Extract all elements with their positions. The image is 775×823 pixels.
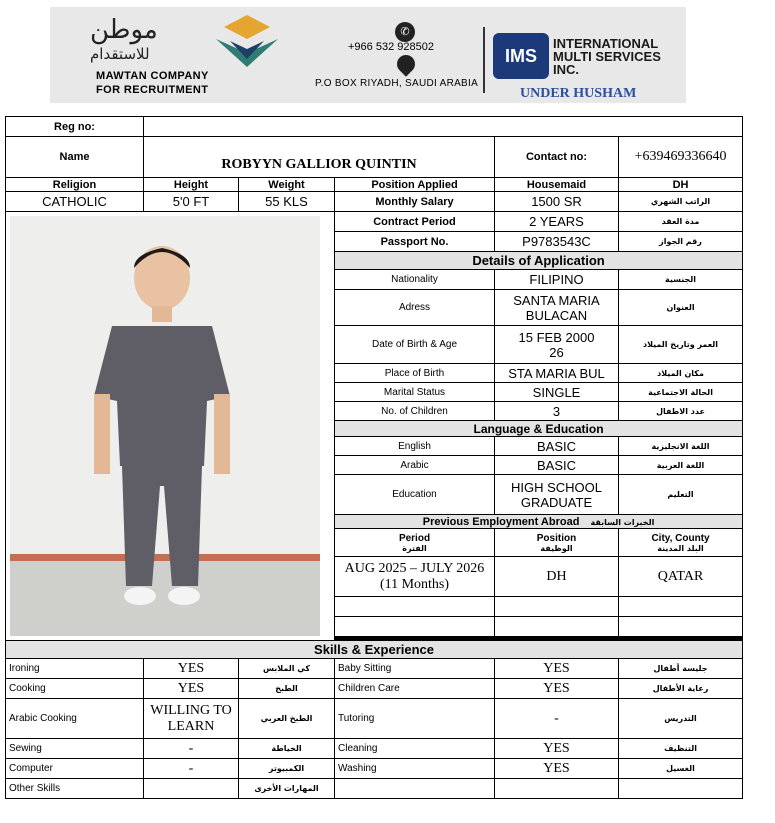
english-label: English	[335, 437, 495, 456]
skill-value: YES	[495, 759, 619, 779]
partner-name: INTERNATIONAL MULTI SERVICES INC.	[553, 36, 661, 77]
employment-empty-cell	[619, 597, 743, 617]
company-english-name: MAWTAN COMPANY FOR RECRUITMENT	[96, 70, 209, 96]
contact-value: +639469336640	[619, 137, 743, 178]
skill-value: -	[144, 739, 239, 759]
position-header: Position الوظيفة	[495, 529, 619, 557]
children-ar: عدد الاطفال	[619, 402, 743, 421]
weight-value: 55 KLS	[239, 192, 335, 212]
skill-value: WILLING TO LEARN	[144, 699, 239, 739]
skill-value: -	[495, 699, 619, 739]
contract-period-ar: مدة العقد	[619, 212, 743, 232]
place-birth-label: Place of Birth	[335, 364, 495, 383]
header-banner	[50, 7, 686, 103]
employment-empty-cell	[495, 597, 619, 617]
skill-name: Ironing	[6, 659, 144, 679]
previous-employment-header: Previous Employment Abroad الخبرات السابقة	[335, 515, 743, 529]
header-divider	[483, 27, 485, 93]
skill-empty-cell	[495, 779, 619, 799]
arabic-value: BASIC	[495, 456, 619, 475]
applicant-figure-icon	[72, 236, 252, 616]
passport-label: Passport No.	[335, 232, 495, 252]
skill-name: Cleaning	[335, 739, 495, 759]
company-arabic-subtitle: للاستقدام	[90, 45, 150, 63]
reg-no-value	[144, 117, 743, 137]
marital-value: SINGLE	[495, 383, 619, 402]
arabic-label: Arabic	[335, 456, 495, 475]
applicant-photo	[10, 216, 320, 636]
skill-value: YES	[495, 679, 619, 699]
skill-empty-cell	[619, 779, 743, 799]
details-header: Details of Application	[335, 252, 743, 270]
contact-label: Contact no:	[495, 137, 619, 178]
contract-period-label: Contract Period	[335, 212, 495, 232]
skill-name: Sewing	[6, 739, 144, 759]
weight-label: Weight	[239, 178, 335, 192]
phone-icon: ✆	[395, 22, 415, 42]
employment-empty-cell	[335, 617, 495, 637]
language-education-header: Language & Education	[335, 421, 743, 437]
photo-cell	[6, 212, 335, 641]
nationality-value: FILIPINO	[495, 270, 619, 290]
skill-name: Cooking	[6, 679, 144, 699]
skill-ar: الغسيل	[619, 759, 743, 779]
skill-ar: جليسة أطفال	[619, 659, 743, 679]
dob-age-label: Date of Birth & Age	[335, 326, 495, 364]
passport-ar: رقم الجواز	[619, 232, 743, 252]
skill-value: YES	[144, 659, 239, 679]
skill-value: YES	[495, 739, 619, 759]
nationality-label: Nationality	[335, 270, 495, 290]
monthly-salary-ar: الراتب الشهري	[619, 192, 743, 212]
skills-header: Skills & Experience	[6, 641, 743, 659]
location-pin-icon	[393, 51, 418, 76]
religion-label: Religion	[6, 178, 144, 192]
salary-value: 1500 SR	[495, 192, 619, 212]
skill-ar: التدريس	[619, 699, 743, 739]
skill-ar: الطبخ	[239, 679, 335, 699]
skill-name: Computer	[6, 759, 144, 779]
application-form	[5, 116, 743, 799]
skill-empty-cell	[335, 779, 495, 799]
reg-no-label: Reg no:	[6, 117, 144, 137]
contract-value: 2 YEARS	[495, 212, 619, 232]
skill-value: YES	[144, 679, 239, 699]
nationality-ar: الجنسية	[619, 270, 743, 290]
skill-ar: المهارات الأخرى	[239, 779, 335, 799]
skill-ar: الكمبيوتر	[239, 759, 335, 779]
applicant-name: ROBYYN GALLIOR QUINTIN	[144, 137, 495, 178]
education-ar: التعليم	[619, 475, 743, 515]
employment-empty-cell	[335, 597, 495, 617]
position-housemaid: Housemaid	[495, 178, 619, 192]
position-code: DH	[619, 178, 743, 192]
employment-city: QATAR	[619, 557, 743, 597]
english-ar: اللغة الانجليزية	[619, 437, 743, 456]
education-label: Education	[335, 475, 495, 515]
skill-name: Children Care	[335, 679, 495, 699]
skill-value	[144, 779, 239, 799]
passport-value: P9783543C	[495, 232, 619, 252]
dob-age-value: 15 FEB 2000 26	[495, 326, 619, 364]
english-value: BASIC	[495, 437, 619, 456]
children-value: 3	[495, 402, 619, 421]
skill-name: Arabic Cooking	[6, 699, 144, 739]
skill-ar: كي الملابس	[239, 659, 335, 679]
ims-logo-icon: IMS	[493, 33, 549, 79]
address-label: Adress	[335, 290, 495, 326]
marital-ar: الحالة الاجتماعية	[619, 383, 743, 402]
employment-empty-cell	[619, 617, 743, 637]
arabic-ar: اللغة العربية	[619, 456, 743, 475]
skill-ar: الخياطة	[239, 739, 335, 759]
employment-period: AUG 2025 – JULY 2026 (11 Months)	[335, 557, 495, 597]
skill-value: YES	[495, 659, 619, 679]
skill-name: Tutoring	[335, 699, 495, 739]
employment-empty-cell	[495, 617, 619, 637]
company-phone: +966 532 928502	[348, 41, 434, 53]
employment-position: DH	[495, 557, 619, 597]
city-county-header: City, County البلد المدينة	[619, 529, 743, 557]
address-ar: العنوان	[619, 290, 743, 326]
children-label: No. of Children	[335, 402, 495, 421]
name-label: Name	[6, 137, 144, 178]
period-header: Period الفترة	[335, 529, 495, 557]
address-value: SANTA MARIA BULACAN	[495, 290, 619, 326]
monthly-salary-label: Monthly Salary	[335, 192, 495, 212]
skill-name: Washing	[335, 759, 495, 779]
company-address: P.O BOX RIYADH, SAUDI ARABIA	[315, 78, 479, 89]
religion-value: CATHOLIC	[6, 192, 144, 212]
skill-name: Other Skills	[6, 779, 144, 799]
skill-ar: التنظيف	[619, 739, 743, 759]
marital-label: Marital Status	[335, 383, 495, 402]
company-logo-icon	[212, 13, 282, 69]
place-birth-value: STA MARIA BUL	[495, 364, 619, 383]
place-birth-ar: مكان الميلاد	[619, 364, 743, 383]
skill-name: Baby Sitting	[335, 659, 495, 679]
dob-age-ar: العمر وتاريخ الميلاد	[619, 326, 743, 364]
skill-ar: رعاية الأطفال	[619, 679, 743, 699]
under-agency: UNDER HUSHAM	[520, 86, 637, 101]
company-arabic-name: موطن	[90, 15, 158, 45]
height-value: 5'0 FT	[144, 192, 239, 212]
position-applied-label: Position Applied	[335, 178, 495, 192]
skill-ar: الطبخ العربي	[239, 699, 335, 739]
height-label: Height	[144, 178, 239, 192]
skill-value: -	[144, 759, 239, 779]
education-value: HIGH SCHOOL GRADUATE	[495, 475, 619, 515]
